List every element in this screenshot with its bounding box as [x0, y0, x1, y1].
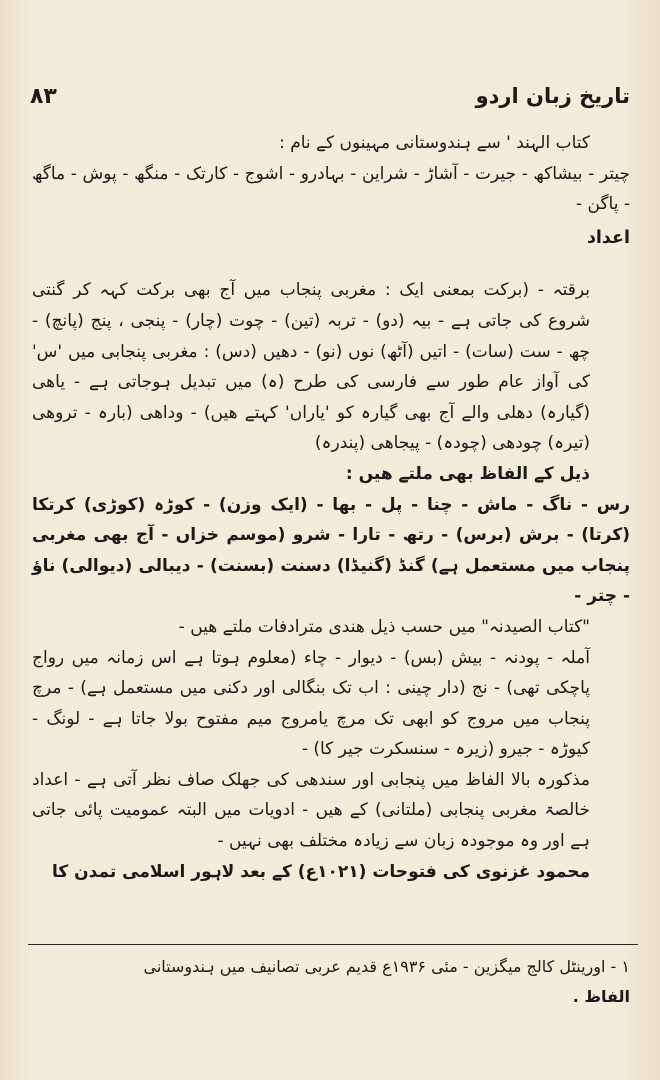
paragraph-numerals: برقتہ - (برکت بمعنی ایک : مغربی پنجاب میں آج بھی برکت کہہ کر گنتی شروع کی جاتی ہے - بیہ (دو) - تربہ (تین) - چوت (چار) - پنجی ، پنج (پانچ) - چھ - ست (سات) - اتیں (آٹھ) نوں (نو) - دھیں (دس) : مغربی پنجابی میں 'س' کی آواز عام طور سے فارسی کی طرح (ہ) میں تبدیل ہوجاتی ہے - یاھی (گیارہ) دھلی والے آج بھی گیارہ کو 'یاراں' کہتے ھیں) - وداھی (بارہ - تروھی (تیرہ) چودھی (چودہ) - پیجاھی (پندرہ)	[32, 280, 590, 454]
page-header	[30, 84, 630, 124]
running-title: تاریخ زبان اردو	[475, 84, 630, 108]
paragraph-word-list: رس - ناگ - ماش - چنا - پل - بھا - (ایک وزن) - کوڑہ (کوڑی) کرتکا (کرتا) - برش (برس) - رتھ - تارا - شرو (موسم خزاں - آج بھی مغربی پنجاب میں مستعمل ہے) گنڈ (گنیڈا) دسنت (بسنت) - دیبالی (دیوالی) ناؤ - چتر -	[32, 494, 630, 607]
paragraph-ghaznavi: محمود غزنوی کی فتوحات (۱۰۲۱ع) کے بعد لاہور اسلامی تمدن کا	[51, 861, 590, 882]
footnote	[30, 952, 630, 1012]
paragraph-analysis: مذکورہ بالا الفاظ میں پنجابی اور سندھی کی جھلک صاف نظر آتی ہے - اعداد خالصۃ مغربی پنجابی (ملتانی) کے ھیں - ادویات میں البتہ عمومیت پائی جاتی ہے اور وہ موجودہ زبان سے زیادہ مختلف بھی نہیں -	[32, 769, 590, 852]
footnote-continuation: الفاظ .	[572, 987, 630, 1006]
paragraph-month-names: چیتر - بیشاکھ - جیرت - آشاڑ - شراین - بہادرو - اشوج - کارتک - منگھ - پوش - ماگھ - پاگن -	[32, 163, 630, 215]
section-heading-numerals: اعداد	[586, 227, 630, 248]
page-body	[32, 128, 630, 887]
paragraph-month-names-intro: کتاب الہند ' سے ہندوستانی مہینوں کے نام :	[279, 133, 590, 153]
paragraph-synonyms-list: آملہ - پودنہ - بیش (بس) - دیوار - چاء (معلوم ہوتا ہے اس زمانہ میں رواج پاچکی تھی) - نج (دار چینی : اب تک بنگالی اور دکنی میں مستعمل ہے) - مرچ پنجاب میں مروج کو ابھی تک مرچ یامروج میم مفتوح بولا جاتا ہے - لونگ - کیوڑہ - جیرو (زیرہ - سنسکرت جیر کا) -	[32, 647, 590, 760]
paragraph-words-intro: ذیل کے الفاظ بھی ملتے ھیں :	[345, 463, 590, 484]
page-number: ۸۳	[30, 84, 57, 109]
footnote-divider	[28, 944, 638, 945]
footnote-text: ۱ - اورینٹل کالج میگزین - مئی ۱۹۳۶ع قدیم عربی تصانیف میں ہندوستانی	[143, 957, 630, 976]
paragraph-kitab-al-saydana-intro: "کتاب الصیدنہ" میں حسب ذیل ھندی مترادفات ملتے ھیں -	[178, 616, 590, 637]
